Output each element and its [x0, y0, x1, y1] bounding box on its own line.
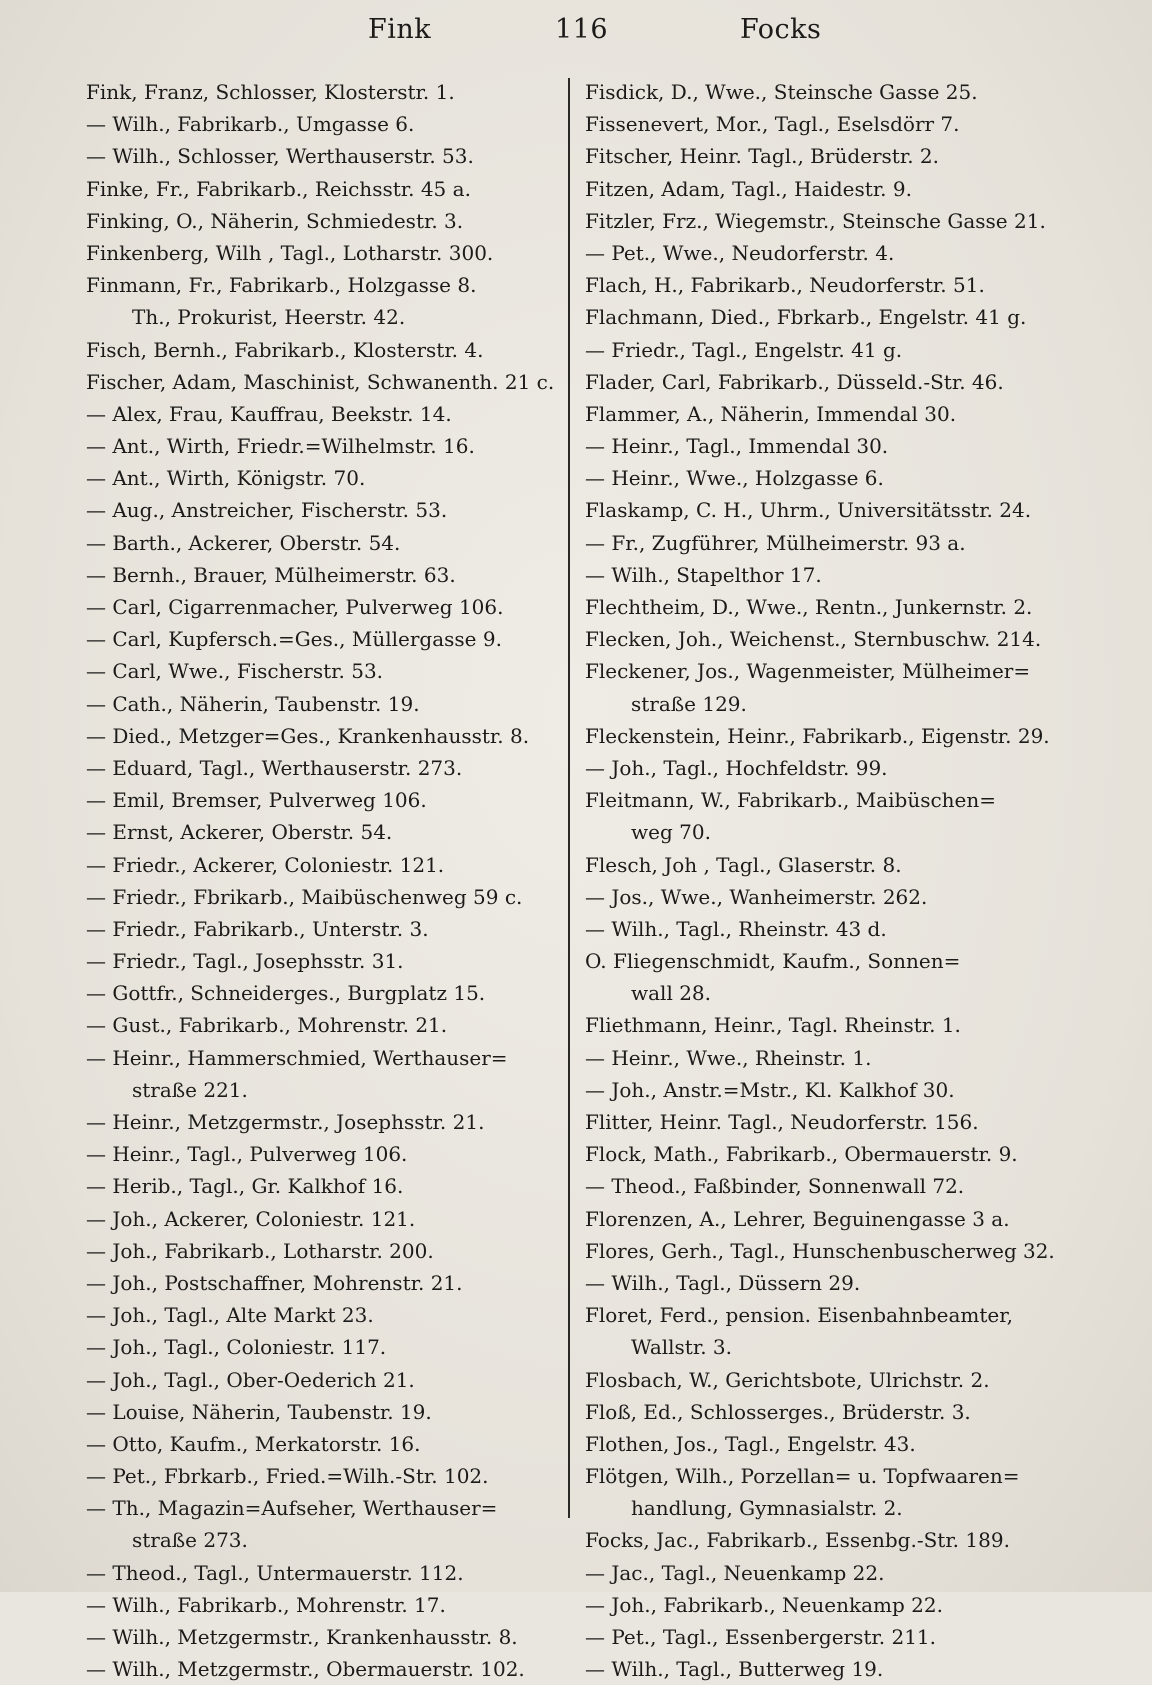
directory-entry-line [86, 527, 554, 559]
directory-entry-line [86, 688, 554, 720]
directory-entry-line [585, 1009, 1055, 1041]
directory-entry-line [86, 269, 554, 301]
directory-entry-line [86, 1557, 554, 1589]
entry-text: Focks, Jac., Fabrikarb., Essenbg.-Str. 189. [585, 1528, 1010, 1553]
entry-text: — Friedr., Tagl., Engelstr. 41 g. [585, 337, 903, 362]
entry-text: straße 273. [132, 1528, 248, 1553]
directory-entry-line [585, 1267, 1055, 1299]
directory-entry-line [585, 173, 1055, 205]
entry-text: — Joh., Anstr.=Mstr., Kl. Kalkhof 30. [585, 1077, 955, 1102]
entry-text: — Theod., Tagl., Untermauerstr. 112. [86, 1560, 464, 1585]
entry-text: Flock, Math., Fabrikarb., Obermauerstr. 9. [585, 1142, 1018, 1167]
directory-entry-line [585, 655, 1055, 687]
entry-text: — Ant., Wirth, Friedr.=Wilhelmstr. 16. [86, 434, 475, 459]
entry-text: — Louise, Näherin, Taubenstr. 19. [86, 1399, 432, 1424]
directory-entry-line [86, 205, 554, 237]
entry-text: — Heinr., Hammerschmied, Werthauser= [86, 1045, 508, 1070]
entry-text: — Pet., Fbrkarb., Fried.=Wilh.-Str. 102. [86, 1464, 489, 1489]
directory-entry-line [86, 752, 554, 784]
entry-text: wall 28. [631, 981, 711, 1006]
directory-entry-line [86, 1203, 554, 1235]
entry-text: — Joh., Fabrikarb., Lotharstr. 200. [86, 1238, 434, 1263]
entry-text: Fleckenstein, Heinr., Fabrikarb., Eigenstr. 29. [585, 723, 1050, 748]
entry-text: — Joh., Postschaffner, Mohrenstr. 21. [86, 1270, 463, 1295]
entry-text: Flitter, Heinr. Tagl., Neudorferstr. 156. [585, 1110, 979, 1134]
directory-entry-line [585, 462, 1055, 494]
entry-text: — Alex, Frau, Kauffrau, Beekstr. 14. [86, 401, 452, 426]
directory-entry-line [585, 559, 1055, 591]
entry-text: — Ernst, Ackerer, Oberstr. 54. [86, 820, 393, 845]
directory-entry-line [585, 977, 1055, 1009]
entry-text: Flechtheim, D., Wwe., Rentn., Junkernstr. 2. [585, 595, 1033, 619]
entry-text: Fischer, Adam, Maschinist, Schwanenth. 21 c. [86, 369, 554, 394]
directory-entry-line [585, 913, 1055, 945]
entry-text: — Died., Metzger=Ges., Krankenhausstr. 8. [86, 723, 530, 748]
directory-entry-line [585, 269, 1055, 301]
directory-entry-line [86, 1009, 554, 1041]
entry-text: — Wilh., Stapelthor 17. [585, 562, 822, 587]
directory-entry-line [86, 1428, 554, 1460]
entry-text: Flesch, Joh , Tagl., Glaserstr. 8. [585, 852, 902, 877]
entry-text: Finkenberg, Wilh , Tagl., Lotharstr. 300. [86, 240, 494, 265]
directory-entry-line [86, 1492, 554, 1524]
directory-entry-line [585, 76, 1055, 108]
directory-entry-line [585, 1557, 1055, 1589]
directory-entry-line [86, 1460, 554, 1492]
entry-text: — Otto, Kaufm., Merkatorstr. 16. [86, 1431, 421, 1456]
entry-text: Floret, Ferd., pension. Eisenbahnbeamter, [585, 1303, 1013, 1328]
directory-entry-line [86, 1396, 554, 1428]
entry-text: Finke, Fr., Fabrikarb., Reichsstr. 45 a. [86, 176, 471, 201]
entry-text: — Heinr., Wwe., Rheinstr. 1. [585, 1045, 872, 1070]
directory-entry-line [585, 1460, 1055, 1492]
entry-text: — Carl, Wwe., Fischerstr. 53. [86, 659, 384, 684]
directory-entry-line [585, 237, 1055, 269]
directory-entry-line [86, 1074, 554, 1106]
directory-entry-line [585, 1299, 1055, 1331]
directory-entry-line [585, 1331, 1055, 1363]
directory-entry-line [585, 1203, 1055, 1235]
directory-entry-line [86, 366, 554, 398]
directory-entry-line [86, 816, 554, 848]
page-number: 116 [555, 14, 609, 45]
directory-entry-line [86, 559, 554, 591]
entry-text: Wallstr. 3. [631, 1335, 732, 1360]
column-divider [568, 78, 570, 1518]
directory-entry-line [585, 1138, 1055, 1170]
directory-entry-line [86, 784, 554, 816]
directory-entry-line [86, 977, 554, 1009]
entry-text: — Friedr., Fbrikarb., Maibüschenweg 59 c. [86, 884, 523, 909]
entry-text: — Wilh., Metzgermstr., Obermauerstr. 102. [86, 1657, 525, 1682]
directory-entry-line [86, 945, 554, 977]
directory-entry-line [86, 1042, 554, 1074]
directory-entry-line [585, 205, 1055, 237]
entry-text: Fitzler, Frz., Wiegemstr., Steinsche Gasse 21. [585, 208, 1046, 233]
entry-text: Fissenevert, Mor., Tagl., Eselsdörr 7. [585, 112, 960, 137]
directory-entry-line [585, 623, 1055, 655]
directory-entry-line [86, 1267, 554, 1299]
directory-entry-line [86, 1653, 554, 1685]
directory-entry-line [86, 849, 554, 881]
entry-text: Finmann, Fr., Fabrikarb., Holzgasse 8. [86, 273, 477, 298]
header-left-word: Fink [368, 14, 432, 45]
entry-text: — Pet., Tagl., Essenbergerstr. 211. [585, 1625, 936, 1649]
entry-text: — Theod., Faßbinder, Sonnenwall 72. [585, 1174, 965, 1199]
entry-text: Flecken, Joh., Weichenst., Sternbuschw. 214. [585, 627, 1042, 652]
directory-entry-line [585, 945, 1055, 977]
directory-entry-line [86, 462, 554, 494]
directory-entry-line [585, 849, 1055, 881]
left-column [86, 76, 554, 1685]
entry-text: straße 129. [631, 691, 747, 716]
directory-entry-line [585, 1396, 1055, 1428]
directory-entry-line [585, 301, 1055, 333]
entry-text: straße 221. [132, 1077, 248, 1102]
directory-entry-line [585, 1106, 1055, 1138]
entry-text: — Friedr., Fabrikarb., Unterstr. 3. [86, 916, 429, 941]
directory-entry-line [86, 1331, 554, 1363]
directory-entry-line [585, 108, 1055, 140]
directory-entry-line [585, 881, 1055, 913]
directory-entry-line [585, 1621, 1055, 1653]
entry-text: Flaskamp, C. H., Uhrm., Universitätsstr. 24. [585, 498, 1032, 523]
directory-entry-line [585, 1170, 1055, 1202]
entry-text: weg 70. [631, 820, 711, 845]
directory-entry-line [86, 1299, 554, 1331]
directory-entry-line [585, 1042, 1055, 1074]
directory-entry-line [585, 1524, 1055, 1556]
entry-text: — Joh., Fabrikarb., Neuenkamp 22. [585, 1592, 943, 1617]
entry-text: — Aug., Anstreicher, Fischerstr. 53. [86, 498, 448, 523]
entry-text: — Fr., Zugführer, Mülheimerstr. 93 a. [585, 530, 966, 555]
directory-entry-line [86, 173, 554, 205]
directory-entry-line [585, 1428, 1055, 1460]
entry-text: — Emil, Bremser, Pulverweg 106. [86, 788, 427, 813]
entry-text: Flachmann, Died., Fbrkarb., Engelstr. 41 g. [585, 305, 1027, 330]
entry-text: O. Fliegenschmidt, Kaufm., Sonnen= [585, 949, 961, 974]
entry-text: Fleitmann, W., Fabrikarb., Maibüschen= [585, 788, 997, 813]
entry-text: Fisdick, D., Wwe., Steinsche Gasse 25. [585, 80, 978, 104]
entry-text: Fliethmann, Heinr., Tagl. Rheinstr. 1. [585, 1013, 961, 1038]
entry-text: Flader, Carl, Fabrikarb., Düsseld.-Str. 46. [585, 369, 1004, 394]
directory-entry-line [585, 688, 1055, 720]
entry-text: Flores, Gerh., Tagl., Hunschenbuscherweg 32. [585, 1238, 1055, 1263]
directory-entry-line [585, 816, 1055, 848]
entry-text: — Heinr., Tagl., Immendal 30. [585, 434, 889, 459]
entry-text: — Carl, Cigarrenmacher, Pulverweg 106. [86, 595, 504, 619]
entry-text: Flach, H., Fabrikarb., Neudorferstr. 51. [585, 273, 985, 298]
directory-entry-line [86, 1106, 554, 1138]
directory-entry-line [86, 430, 554, 462]
entry-text: — Jac., Tagl., Neuenkamp 22. [585, 1560, 885, 1585]
entry-text: — Wilh., Tagl., Rheinstr. 43 d. [585, 916, 887, 941]
directory-entry-line [86, 1170, 554, 1202]
entry-text: — Wilh., Fabrikarb., Mohrenstr. 17. [86, 1592, 446, 1617]
entry-text: — Heinr., Tagl., Pulverweg 106. [86, 1142, 408, 1167]
entry-text: — Friedr., Tagl., Josephsstr. 31. [86, 949, 404, 974]
entry-text: Fleckener, Jos., Wagenmeister, Mülheimer= [585, 659, 1031, 684]
entry-text: — Pet., Wwe., Neudorferstr. 4. [585, 240, 895, 265]
entry-text: — Gust., Fabrikarb., Mohrenstr. 21. [86, 1013, 448, 1038]
directory-entry-line [585, 430, 1055, 462]
directory-entry-line [585, 398, 1055, 430]
entry-text: — Joh., Tagl., Hochfeldstr. 99. [585, 755, 888, 780]
directory-entry-line [86, 76, 554, 108]
entry-text: Floß, Ed., Schlosserges., Brüderstr. 3. [585, 1399, 971, 1424]
entry-text: — Wilh., Metzgermstr., Krankenhausstr. 8. [86, 1625, 518, 1649]
entry-text: — Wilh., Tagl., Butterweg 19. [585, 1657, 884, 1682]
entry-text: — Eduard, Tagl., Werthauserstr. 273. [86, 755, 463, 780]
directory-entry-line [86, 655, 554, 687]
directory-entry-line [585, 494, 1055, 526]
entry-text: — Cath., Näherin, Taubenstr. 19. [86, 691, 420, 716]
entry-text: Flammer, A., Näherin, Immendal 30. [585, 401, 957, 426]
directory-entry-line [585, 1235, 1055, 1267]
entry-text: — Herib., Tagl., Gr. Kalkhof 16. [86, 1174, 404, 1199]
entry-text: Fink, Franz, Schlosser, Klosterstr. 1. [86, 80, 455, 104]
directory-entry-line [86, 301, 554, 333]
directory-entry-line [86, 913, 554, 945]
directory-entry-line [585, 720, 1055, 752]
directory-entry-line [86, 140, 554, 172]
directory-entry-line [86, 494, 554, 526]
directory-entry-line [86, 398, 554, 430]
directory-entry-line [86, 1235, 554, 1267]
directory-entry-line [86, 1364, 554, 1396]
entry-text: — Wilh., Tagl., Düssern 29. [585, 1270, 861, 1295]
entry-text: — Joh., Tagl., Alte Markt 23. [86, 1303, 374, 1328]
entry-text: Florenzen, A., Lehrer, Beguinengasse 3 a. [585, 1206, 1010, 1231]
directory-entry-line [86, 1621, 554, 1653]
directory-entry-line [585, 1653, 1055, 1685]
entry-text: — Wilh., Schlosser, Werthauserstr. 53. [86, 144, 474, 169]
directory-entry-line [585, 140, 1055, 172]
entry-text: — Wilh., Fabrikarb., Umgasse 6. [86, 112, 415, 137]
entry-text: Flothen, Jos., Tagl., Engelstr. 43. [585, 1431, 916, 1456]
header-right-word: Focks [740, 14, 822, 45]
directory-entry-line [585, 366, 1055, 398]
directory-entry-line [585, 1589, 1055, 1621]
directory-entry-line [86, 720, 554, 752]
directory-entry-line [585, 784, 1055, 816]
entry-text: — Joh., Tagl., Ober-Oederich 21. [86, 1367, 415, 1392]
directory-entry-line [86, 1138, 554, 1170]
entry-text: Fitscher, Heinr. Tagl., Brüderstr. 2. [585, 144, 939, 169]
right-column [585, 76, 1055, 1685]
entry-text: Flosbach, W., Gerichtsbote, Ulrichstr. 2. [585, 1367, 990, 1392]
directory-entry-line [86, 881, 554, 913]
entry-text: Fitzen, Adam, Tagl., Haidestr. 9. [585, 176, 912, 201]
directory-entry-line [86, 1524, 554, 1556]
directory-entry-line [585, 334, 1055, 366]
entry-text: — Friedr., Ackerer, Coloniestr. 121. [86, 852, 445, 877]
entry-text: — Heinr., Wwe., Holzgasse 6. [585, 466, 884, 491]
entry-text: — Jos., Wwe., Wanheimerstr. 262. [585, 884, 928, 909]
directory-entry-line [585, 527, 1055, 559]
entry-text: — Bernh., Brauer, Mülheimerstr. 63. [86, 562, 456, 587]
entry-text: — Joh., Ackerer, Coloniestr. 121. [86, 1206, 416, 1231]
entry-text: — Th., Magazin=Aufseher, Werthauser= [86, 1496, 498, 1521]
page-header [0, 14, 1152, 54]
entry-text: Finking, O., Näherin, Schmiedestr. 3. [86, 208, 464, 233]
directory-entry-line [585, 591, 1055, 623]
directory-entry-line [86, 591, 554, 623]
entry-text: — Carl, Kupfersch.=Ges., Müllergasse 9. [86, 627, 502, 652]
entry-text: Fisch, Bernh., Fabrikarb., Klosterstr. 4. [86, 337, 484, 362]
directory-entry-line [585, 1364, 1055, 1396]
directory-entry-line [585, 752, 1055, 784]
entry-text: — Joh., Tagl., Coloniestr. 117. [86, 1335, 387, 1360]
directory-entry-line [86, 237, 554, 269]
entry-text: Flötgen, Wilh., Porzellan= u. Topfwaaren= [585, 1464, 1020, 1489]
directory-entry-line [86, 623, 554, 655]
entry-text: Th., Prokurist, Heerstr. 42. [132, 305, 406, 330]
directory-entry-line [585, 1074, 1055, 1106]
directory-entry-line [86, 1589, 554, 1621]
entry-text: handlung, Gymnasialstr. 2. [631, 1496, 903, 1521]
directory-entry-line [86, 334, 554, 366]
entry-text: — Barth., Ackerer, Oberstr. 54. [86, 530, 401, 555]
directory-entry-line [86, 108, 554, 140]
directory-entry-line [585, 1492, 1055, 1524]
entry-text: — Ant., Wirth, Königstr. 70. [86, 466, 366, 491]
entry-text: — Gottfr., Schneiderges., Burgplatz 15. [86, 981, 486, 1006]
entry-text: — Heinr., Metzgermstr., Josephsstr. 21. [86, 1110, 485, 1134]
